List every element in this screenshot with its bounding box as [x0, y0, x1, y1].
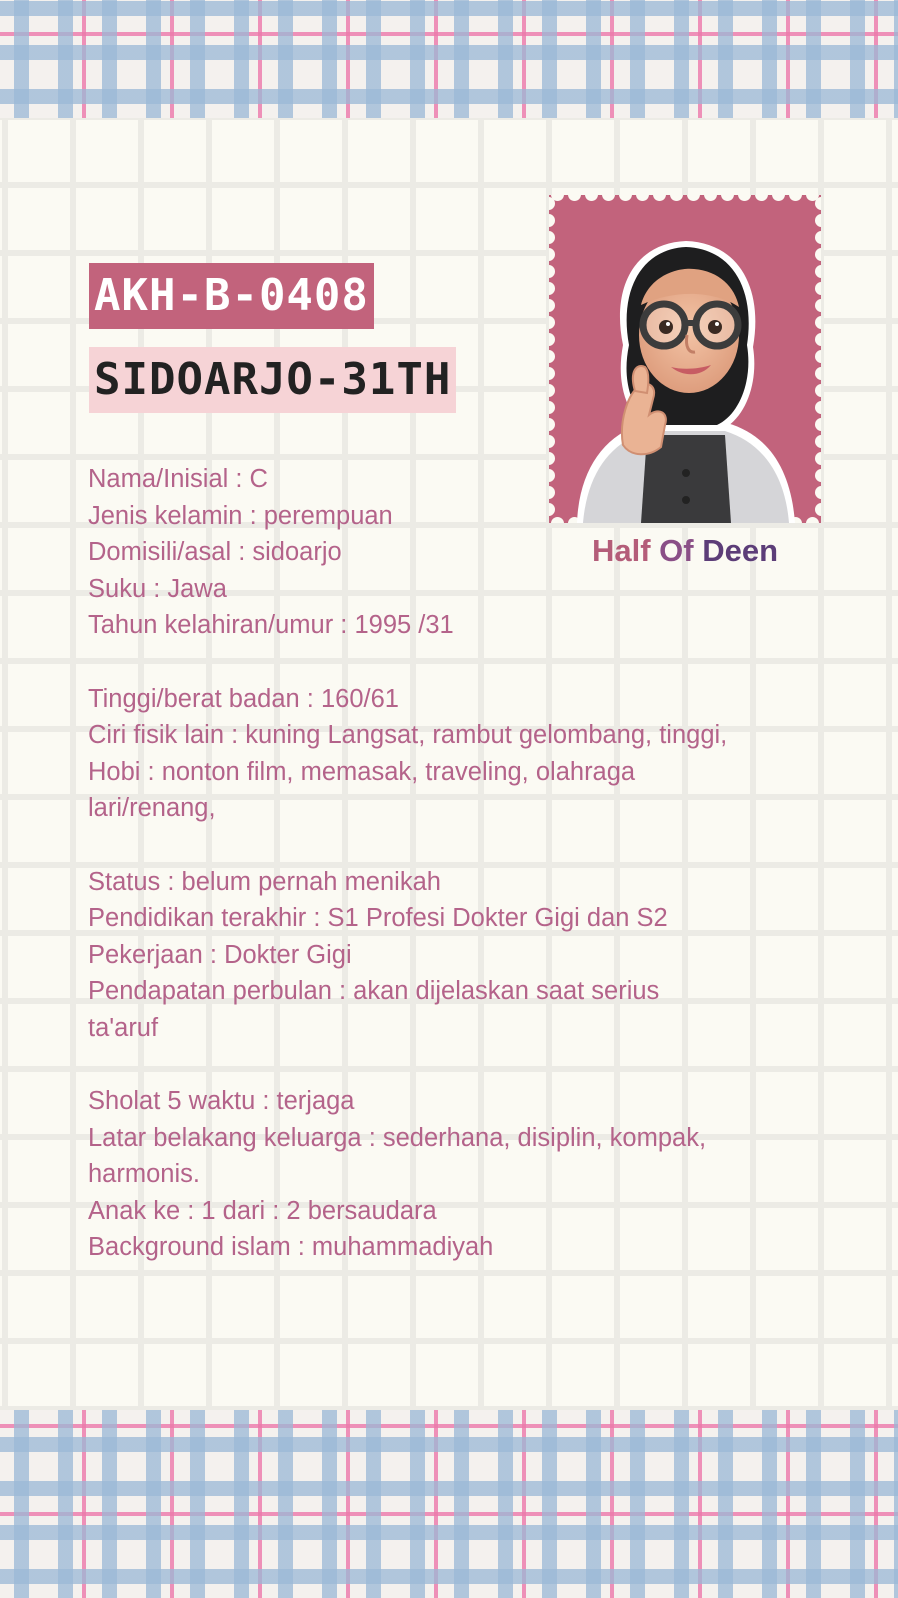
- plaid-border-top: [0, 0, 898, 118]
- detail-line: harmonis.: [88, 1160, 200, 1189]
- detail-line: Latar belakang keluarga : sederhana, disiplin, kompak,: [88, 1123, 707, 1152]
- detail-line: lari/renang,: [88, 794, 216, 823]
- brand-word-deen: Deen: [702, 533, 779, 568]
- section-spacer: [88, 1047, 828, 1084]
- plaid-border-bottom: [0, 1410, 898, 1598]
- detail-line: Pendapatan perbulan : akan dijelaskan saat serius: [88, 977, 660, 1006]
- detail-line: Jenis kelamin : perempuan: [88, 501, 393, 530]
- detail-line: Sholat 5 waktu : terjaga: [88, 1087, 355, 1116]
- detail-line: Status : belum pernah menikah: [88, 867, 441, 896]
- detail-line: Pendidikan terakhir : S1 Profesi Dokter Gigi dan S2: [88, 904, 668, 933]
- detail-line: Tinggi/berat badan : 160/61: [88, 684, 399, 713]
- detail-line: Nama/Inisial : C: [88, 465, 268, 493]
- brand-word-of: Of: [659, 533, 694, 568]
- profile-details: [88, 461, 828, 1266]
- detail-line: Hobi : nonton film, memasak, traveling, olahraga: [88, 757, 636, 786]
- detail-line: ta'aruf: [88, 1013, 159, 1042]
- detail-line: Pekerjaan : Dokter Gigi: [88, 940, 352, 969]
- detail-line: Background islam : muhammadiyah: [88, 1233, 494, 1262]
- detail-line: Ciri fisik lain : kuning Langsat, rambut gelombang, tinggi,: [88, 721, 728, 750]
- section-spacer: [88, 644, 828, 681]
- detail-line: Domisili/asal : sidoarjo: [88, 538, 342, 567]
- detail-line: Anak ke : 1 dari : 2 bersaudara: [88, 1196, 437, 1225]
- detail-line: Tahun kelahiran/umur : 1995 /31: [88, 611, 454, 640]
- profile-code: AKH-B-0408: [89, 263, 374, 329]
- section-spacer: [88, 827, 828, 864]
- profile-city-age: SIDOARJO-31TH: [89, 347, 456, 413]
- brand-word-half: Half: [591, 533, 651, 568]
- detail-line: Suku : Jawa: [88, 574, 227, 603]
